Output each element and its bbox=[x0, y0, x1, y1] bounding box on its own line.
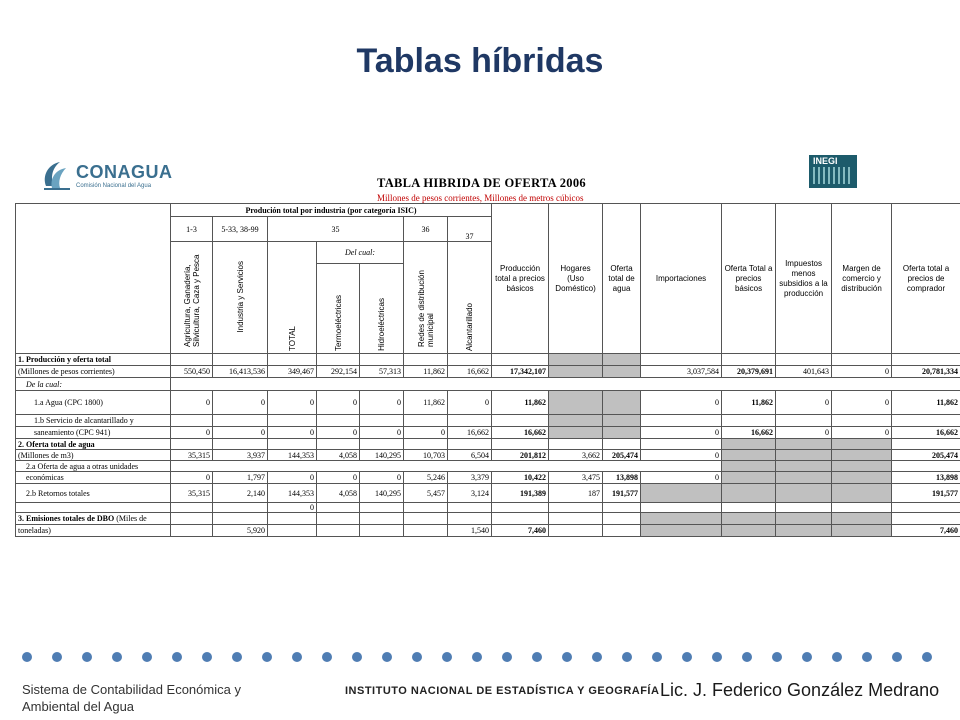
dot-icon bbox=[142, 652, 152, 662]
table-cell: 16,662 bbox=[448, 366, 492, 378]
table-cell: 3,937 bbox=[213, 450, 268, 461]
header-hidro: Hidroeléctricas bbox=[377, 298, 386, 351]
header-redes-cell bbox=[404, 242, 448, 354]
table-cell: 11,862 bbox=[404, 366, 448, 378]
header-production: Produción total por industria (por categoría ISIC) bbox=[171, 204, 492, 217]
row-label: De la cual: bbox=[16, 378, 171, 391]
header-oferta-total: Oferta Total a precios básicos bbox=[722, 204, 776, 354]
table-row bbox=[16, 461, 960, 472]
table-cell: 205,474 bbox=[603, 450, 641, 461]
dot-icon bbox=[892, 652, 902, 662]
table-cell: 144,353 bbox=[268, 484, 317, 503]
table-cell: 3,037,584 bbox=[641, 366, 722, 378]
header-code-3: 35 bbox=[268, 217, 404, 242]
table-cell: 1,797 bbox=[213, 472, 268, 484]
dot-icon bbox=[772, 652, 782, 662]
table-cell: 17,342,107 bbox=[492, 366, 549, 378]
table-cell: 13,898 bbox=[603, 472, 641, 484]
table-cell: 6,504 bbox=[448, 450, 492, 461]
table-cell: 140,295 bbox=[360, 484, 404, 503]
dot-icon bbox=[352, 652, 362, 662]
table-row bbox=[16, 427, 960, 439]
table-cell: 0 bbox=[641, 427, 722, 439]
table-row bbox=[16, 391, 960, 415]
table-cell bbox=[641, 525, 722, 537]
header-redes: Redes de distribución municipal bbox=[416, 269, 435, 347]
dot-icon bbox=[532, 652, 542, 662]
table-cell bbox=[776, 525, 832, 537]
dot-icon bbox=[562, 652, 572, 662]
row-label: saneamiento (CPC 941) bbox=[16, 427, 171, 439]
table-cell: 0 bbox=[317, 427, 360, 439]
table-cell: 0 bbox=[171, 427, 213, 439]
inegi-logo bbox=[809, 155, 857, 188]
table-cell: 0 bbox=[213, 391, 268, 415]
footer-author: Lic. J. Federico González Medrano bbox=[660, 680, 940, 700]
conagua-wave-icon bbox=[40, 158, 74, 192]
table-cell: 191,577 bbox=[892, 484, 960, 503]
conagua-name: CONAGUA bbox=[76, 162, 173, 182]
table-row bbox=[16, 378, 960, 391]
table-cell: 1,540 bbox=[448, 525, 492, 537]
table-cell: 3,475 bbox=[549, 472, 603, 484]
header-importaciones: Importaciones bbox=[641, 204, 722, 354]
hybrid-supply-table bbox=[15, 203, 960, 537]
header-ind-cell bbox=[213, 242, 268, 354]
row-label: toneladas) bbox=[16, 525, 171, 537]
table-cell bbox=[832, 450, 892, 461]
table-cell bbox=[832, 484, 892, 503]
table-cell: 0 bbox=[360, 391, 404, 415]
table-cell: 16,662 bbox=[492, 427, 549, 439]
table-cell: 205,474 bbox=[892, 450, 960, 461]
dot-icon bbox=[202, 652, 212, 662]
dot-icon bbox=[802, 652, 812, 662]
header-agri-cell bbox=[171, 242, 213, 354]
header-oferta-agua: Oferta total de agua bbox=[603, 204, 641, 354]
table-cell: 0 bbox=[641, 450, 722, 461]
table-row bbox=[16, 513, 960, 525]
table-cell: 20,781,334 bbox=[892, 366, 960, 378]
inegi-name: INEGI bbox=[813, 156, 838, 166]
table-cell: 0 bbox=[832, 427, 892, 439]
header-code-5: 37 bbox=[448, 217, 492, 242]
table-cell: 0 bbox=[268, 391, 317, 415]
footer-left-line-2: Ambiental del Agua bbox=[22, 699, 135, 714]
table-cell bbox=[404, 525, 448, 537]
dot-icon bbox=[712, 652, 722, 662]
row-label-normal: (Miles de bbox=[116, 514, 147, 523]
conagua-logo bbox=[40, 156, 190, 200]
table-cell bbox=[603, 525, 641, 537]
row-label bbox=[16, 513, 171, 525]
table-cell: 401,643 bbox=[776, 366, 832, 378]
table-cell: 0 bbox=[268, 472, 317, 484]
table-subtitle: Millones de pesos corrientes, Millones de metros cúbicos bbox=[377, 193, 584, 203]
dot-icon bbox=[22, 652, 32, 662]
table-cell: 7,460 bbox=[892, 525, 960, 537]
table-cell: 3,124 bbox=[448, 484, 492, 503]
footer-left bbox=[22, 681, 292, 715]
dot-icon bbox=[262, 652, 272, 662]
table-cell: 16,662 bbox=[448, 427, 492, 439]
table-cell: 16,662 bbox=[722, 427, 776, 439]
table-row bbox=[16, 525, 960, 537]
dot-icon bbox=[742, 652, 752, 662]
table-cell bbox=[641, 484, 722, 503]
dot-icon bbox=[292, 652, 302, 662]
table-cell bbox=[549, 427, 603, 439]
decorative-dots bbox=[22, 652, 952, 664]
header-total: TOTAL bbox=[287, 325, 297, 351]
table-cell bbox=[360, 525, 404, 537]
table-cell: 0 bbox=[404, 427, 448, 439]
table-cell: 4,058 bbox=[317, 484, 360, 503]
table-cell: 5,457 bbox=[404, 484, 448, 503]
table-cell bbox=[171, 525, 213, 537]
header-margen: Margen de comercio y distribución bbox=[832, 204, 892, 354]
table-cell: 292,154 bbox=[317, 366, 360, 378]
table-cell: 191,577 bbox=[603, 484, 641, 503]
dot-icon bbox=[922, 652, 932, 662]
table-cell: 35,315 bbox=[171, 484, 213, 503]
dot-icon bbox=[592, 652, 602, 662]
cell-zero: 0 bbox=[268, 503, 317, 513]
table-cell bbox=[832, 472, 892, 484]
table-cell bbox=[317, 525, 360, 537]
table-cell bbox=[549, 366, 603, 378]
table-cell: 10,703 bbox=[404, 450, 448, 461]
table-cell: 0 bbox=[268, 427, 317, 439]
table-row bbox=[16, 503, 960, 513]
header-agri: Agricultura, Ganadería, Silvicultura, Caza y Pesca bbox=[182, 254, 201, 347]
table-cell bbox=[603, 427, 641, 439]
dot-icon bbox=[52, 652, 62, 662]
header-oferta-comprador: Oferta total a precios de comprador bbox=[892, 204, 960, 354]
table-cell: 11,862 bbox=[492, 391, 549, 415]
table-cell bbox=[722, 450, 776, 461]
table-cell: 0 bbox=[171, 391, 213, 415]
table-cell bbox=[268, 525, 317, 537]
table-cell: 0 bbox=[171, 472, 213, 484]
table-cell: 140,295 bbox=[360, 450, 404, 461]
table-cell: 0 bbox=[832, 366, 892, 378]
header-industria: Industria y Servicios bbox=[235, 260, 245, 333]
table-cell: 0 bbox=[641, 472, 722, 484]
slide-title: Tablas híbridas bbox=[356, 42, 604, 80]
table-cell: 35,315 bbox=[171, 450, 213, 461]
dot-icon bbox=[442, 652, 452, 662]
footer-left-line-1: Sistema de Contabilidad Económica y bbox=[22, 682, 241, 697]
row-label-bold: 3. Emisiones totales de DBO bbox=[18, 514, 115, 523]
header-impuestos: Impuestos menos subsidios a la producción bbox=[776, 204, 832, 354]
row-label: 2.a Oferta de agua a otras unidades bbox=[16, 461, 171, 472]
dot-icon bbox=[652, 652, 662, 662]
header-del-cual: Del cual: bbox=[317, 242, 404, 264]
table-cell bbox=[776, 484, 832, 503]
table-cell: 0 bbox=[832, 391, 892, 415]
table-cell: 550,450 bbox=[171, 366, 213, 378]
table-cell: 0 bbox=[213, 427, 268, 439]
table-cell bbox=[603, 391, 641, 415]
table-cell: 16,413,536 bbox=[213, 366, 268, 378]
table-cell bbox=[832, 525, 892, 537]
dot-icon bbox=[382, 652, 392, 662]
dot-icon bbox=[232, 652, 242, 662]
header-code-4: 36 bbox=[404, 217, 448, 242]
row-label: económicas bbox=[16, 472, 171, 484]
dot-icon bbox=[682, 652, 692, 662]
table-cell: 11,862 bbox=[892, 391, 960, 415]
table-cell: 4,058 bbox=[317, 450, 360, 461]
header-hidro-cell bbox=[360, 264, 404, 354]
header-alc-cell bbox=[448, 242, 492, 354]
table-cell: 7,460 bbox=[492, 525, 549, 537]
table-cell bbox=[776, 472, 832, 484]
table-row bbox=[16, 472, 960, 484]
table-cell: 0 bbox=[360, 427, 404, 439]
dot-icon bbox=[622, 652, 632, 662]
dot-icon bbox=[502, 652, 512, 662]
table-cell: 20,379,691 bbox=[722, 366, 776, 378]
table-cell: 57,313 bbox=[360, 366, 404, 378]
table-cell bbox=[549, 525, 603, 537]
table-cell bbox=[776, 450, 832, 461]
table-row bbox=[16, 439, 960, 450]
table-row bbox=[16, 484, 960, 503]
table-cell: 10,422 bbox=[492, 472, 549, 484]
row-label: 1. Producción y oferta total bbox=[16, 354, 171, 366]
corner-cell bbox=[16, 204, 171, 354]
table-cell: 349,467 bbox=[268, 366, 317, 378]
dot-icon bbox=[832, 652, 842, 662]
dot-icon bbox=[472, 652, 482, 662]
table-cell: 2,140 bbox=[213, 484, 268, 503]
conagua-sub: Comisión Nacional del Agua bbox=[76, 183, 152, 189]
table-cell bbox=[722, 472, 776, 484]
header-total-cell bbox=[268, 242, 317, 354]
table-cell: 0 bbox=[641, 391, 722, 415]
dot-icon bbox=[862, 652, 872, 662]
table-cell bbox=[722, 525, 776, 537]
table-cell: 11,862 bbox=[404, 391, 448, 415]
header-code-2: 5-33, 38-99 bbox=[213, 217, 268, 242]
table-cell: 201,812 bbox=[492, 450, 549, 461]
header-code-1: 1-3 bbox=[171, 217, 213, 242]
header-termo-cell bbox=[317, 264, 360, 354]
table-cell: 0 bbox=[360, 472, 404, 484]
table-cell: 16,662 bbox=[892, 427, 960, 439]
table-cell: 5,920 bbox=[213, 525, 268, 537]
header-prod-total: Producción total a precios básicos bbox=[492, 204, 549, 354]
table-cell: 5,246 bbox=[404, 472, 448, 484]
table-row bbox=[16, 366, 960, 378]
row-label: 1.b Servicio de alcantarillado y bbox=[16, 415, 171, 427]
table-cell: 0 bbox=[776, 391, 832, 415]
table-cell: 144,353 bbox=[268, 450, 317, 461]
table-row bbox=[16, 450, 960, 461]
row-label: 1.a Agua (CPC 1800) bbox=[16, 391, 171, 415]
table-cell bbox=[722, 484, 776, 503]
table-cell: 187 bbox=[549, 484, 603, 503]
table-cell: 13,898 bbox=[892, 472, 960, 484]
table-cell: 191,389 bbox=[492, 484, 549, 503]
inegi-grid-icon bbox=[813, 167, 853, 184]
table-cell bbox=[549, 391, 603, 415]
table-cell bbox=[603, 366, 641, 378]
dot-icon bbox=[322, 652, 332, 662]
dot-icon bbox=[412, 652, 422, 662]
table-title: TABLA HIBRIDA DE OFERTA 2006 bbox=[377, 176, 586, 190]
table-cell: 3,662 bbox=[549, 450, 603, 461]
table-cell: 3,379 bbox=[448, 472, 492, 484]
footer-institute: INSTITUTO NACIONAL DE ESTADÍSTICA Y GEOGRAFÍA bbox=[345, 685, 660, 697]
dot-icon bbox=[172, 652, 182, 662]
row-label: (Millones de m3) bbox=[16, 450, 171, 461]
header-hogares: Hogares (Uso Doméstico) bbox=[549, 204, 603, 354]
header-termo: Termoeléctricas bbox=[333, 294, 343, 351]
row-label: (Millones de pesos corrientes) bbox=[16, 366, 171, 378]
table-cell: 0 bbox=[776, 427, 832, 439]
table-cell: 11,862 bbox=[722, 391, 776, 415]
table-cell: 0 bbox=[448, 391, 492, 415]
table-row bbox=[16, 354, 960, 366]
header-alcantarillado: Alcantarillado bbox=[465, 302, 475, 351]
table-cell: 0 bbox=[317, 472, 360, 484]
table-row bbox=[16, 415, 960, 427]
table-cell: 0 bbox=[317, 391, 360, 415]
row-label: 2. Oferta total de agua bbox=[16, 439, 171, 450]
row-label: 2.b Retornos totales bbox=[16, 484, 171, 503]
dot-icon bbox=[82, 652, 92, 662]
dot-icon bbox=[112, 652, 122, 662]
